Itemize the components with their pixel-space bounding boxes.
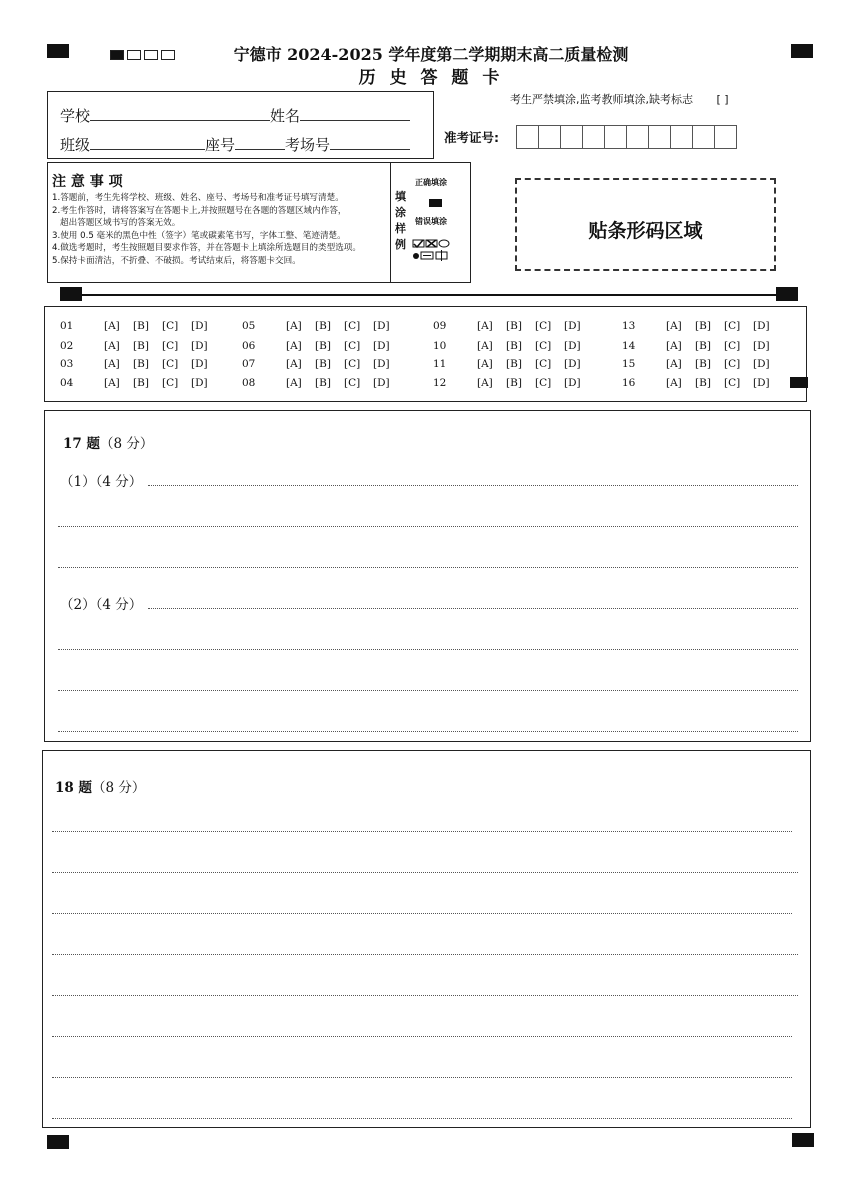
- correct-fill-example: [429, 199, 442, 207]
- mc-option-bubble[interactable]: [B]: [506, 377, 522, 389]
- mc-question-row: [60, 377, 220, 389]
- timing-mark-bottom-right: [792, 1133, 814, 1147]
- mc-option-bubble[interactable]: [A]: [477, 320, 493, 332]
- notice-title: 注 意 事 项: [52, 174, 123, 190]
- mc-question-number: 08: [242, 377, 256, 389]
- q17-title: 17 题（8 分）: [63, 436, 154, 452]
- correct-fill-label: 正确填涂: [415, 178, 447, 187]
- mc-option-bubble[interactable]: [A]: [104, 358, 120, 370]
- mc-question-number: 12: [433, 377, 447, 389]
- room-label: 考场号: [285, 136, 331, 154]
- notice-item: 5.保持卡面清洁，不折叠、不破损。考试结束后，将答题卡交回。: [52, 255, 301, 266]
- mc-option-bubble[interactable]: [D]: [564, 340, 581, 352]
- q18-answer-line[interactable]: [52, 1077, 792, 1078]
- exam-id-grid[interactable]: [516, 125, 736, 149]
- mc-option-bubble[interactable]: [D]: [191, 358, 208, 370]
- mc-option-bubble[interactable]: [B]: [315, 377, 331, 389]
- mc-question-number: 06: [242, 340, 256, 352]
- barcode-area: [515, 178, 776, 271]
- mc-option-bubble[interactable]: [A]: [286, 377, 302, 389]
- mc-option-bubble[interactable]: [B]: [315, 320, 331, 332]
- mc-option-bubble[interactable]: [D]: [753, 320, 770, 332]
- mc-option-bubble[interactable]: [B]: [506, 320, 522, 332]
- mc-question-row: [433, 340, 593, 352]
- mc-option-bubble[interactable]: [C]: [344, 320, 361, 332]
- notice-item: 4.做选考题时，考生按照题目要求作答，并在答题卡上填涂所选题目的类型选项。: [52, 243, 361, 254]
- fill-sample-side-label: 填 涂 样 例: [395, 190, 406, 251]
- mc-option-bubble[interactable]: [A]: [104, 340, 120, 352]
- mc-option-bubble[interactable]: [B]: [695, 358, 711, 370]
- mc-option-bubble[interactable]: [C]: [535, 320, 552, 332]
- sheet-subtitle: 历 史 答 题 卡: [358, 68, 504, 88]
- mc-question-row: [60, 320, 220, 332]
- mc-question-number: 10: [433, 340, 447, 352]
- mc-option-bubble[interactable]: [C]: [162, 340, 179, 352]
- mc-option-bubble[interactable]: [A]: [666, 340, 682, 352]
- room-field[interactable]: [330, 135, 410, 150]
- mc-question-number: 16: [622, 377, 636, 389]
- timing-mark-mc: [790, 377, 808, 388]
- absent-note-text: 考生严禁填涂,监考教师填涂,缺考标志: [510, 93, 693, 106]
- q18-answer-line[interactable]: [52, 995, 798, 996]
- q17-answer-line[interactable]: [148, 608, 798, 609]
- q17-answer-box: [44, 410, 811, 742]
- mc-option-bubble[interactable]: [A]: [104, 320, 120, 332]
- q18-answer-line[interactable]: [52, 1036, 792, 1037]
- mc-option-bubble[interactable]: [D]: [191, 320, 208, 332]
- mc-option-bubble[interactable]: [C]: [344, 340, 361, 352]
- mc-question-row: [242, 377, 402, 389]
- mc-option-bubble[interactable]: [D]: [373, 320, 390, 332]
- q17-part2-label: （2）（4 分）: [60, 597, 143, 613]
- mc-option-bubble[interactable]: [D]: [373, 358, 390, 370]
- fill-sample-box: [390, 162, 471, 283]
- exam-title: 宁德市 2024-2025 学年度第二学期期末高二质量检测: [233, 45, 629, 64]
- name-field[interactable]: [300, 106, 410, 121]
- q18-title: 18 题（8 分）: [55, 780, 146, 796]
- mc-option-bubble[interactable]: [B]: [315, 340, 331, 352]
- notice-item: 超出答题区域书写的答案无效。: [60, 218, 181, 229]
- mc-option-bubble[interactable]: [D]: [191, 377, 208, 389]
- mc-option-bubble[interactable]: [C]: [724, 320, 741, 332]
- mc-question-row: [622, 320, 782, 332]
- mc-option-bubble[interactable]: [B]: [695, 320, 711, 332]
- mc-question-number: 04: [60, 377, 74, 389]
- school-field[interactable]: [90, 106, 270, 121]
- barcode-area-label: 贴条形码区域: [588, 220, 703, 242]
- mc-option-bubble[interactable]: [C]: [724, 358, 741, 370]
- mc-option-bubble[interactable]: [B]: [133, 358, 149, 370]
- seat-field[interactable]: [235, 135, 285, 150]
- mc-option-bubble[interactable]: [A]: [286, 340, 302, 352]
- q18-answer-line[interactable]: [52, 831, 792, 832]
- class-label: 班级: [60, 136, 91, 154]
- separator-line: [60, 294, 797, 296]
- mc-question-number: 13: [622, 320, 636, 332]
- q18-answer-line[interactable]: [52, 1118, 792, 1119]
- exam-id-label: 准考证号:: [444, 130, 499, 145]
- mc-option-bubble[interactable]: [C]: [162, 377, 179, 389]
- mc-option-bubble[interactable]: [D]: [753, 377, 770, 389]
- mc-option-bubble[interactable]: [C]: [344, 377, 361, 389]
- mc-option-bubble[interactable]: [C]: [724, 377, 741, 389]
- mc-option-bubble[interactable]: [D]: [753, 340, 770, 352]
- mc-option-bubble[interactable]: [A]: [477, 358, 493, 370]
- absent-mark-box[interactable]: [ ]: [716, 93, 729, 106]
- q18-answer-line[interactable]: [52, 913, 792, 914]
- notice-list: [52, 192, 361, 268]
- mc-question-row: [242, 340, 402, 352]
- q18-answer-line[interactable]: [52, 872, 798, 873]
- mc-option-bubble[interactable]: [B]: [133, 320, 149, 332]
- mc-question-number: 07: [242, 358, 256, 370]
- mc-option-bubble[interactable]: [A]: [666, 377, 682, 389]
- q17-score: （8 分）: [100, 436, 154, 452]
- mc-option-bubble[interactable]: [C]: [535, 340, 552, 352]
- mc-question-number: 03: [60, 358, 74, 370]
- notice-item: 3.使用 0.5 毫米的黑色中性（签字）笔或碳素笔书写，字体工整、笔迹清楚。: [52, 230, 346, 241]
- class-field[interactable]: [90, 135, 205, 150]
- notice-item: 1.答题前，考生先将学校、班级、姓名、座号、考场号和准考证号填写清楚。: [52, 193, 344, 203]
- mc-question-row: [622, 358, 782, 370]
- mc-option-bubble[interactable]: [A]: [666, 358, 682, 370]
- wrong-fill-label: 错误填涂: [415, 217, 447, 226]
- mc-question-row: [242, 358, 402, 370]
- q18-answer-box: [42, 750, 811, 1128]
- mc-question-row: [433, 358, 593, 370]
- mc-option-bubble[interactable]: [D]: [564, 320, 581, 332]
- mc-option-bubble[interactable]: [C]: [724, 340, 741, 352]
- mc-option-bubble[interactable]: [D]: [191, 340, 208, 352]
- mc-question-number: 01: [60, 320, 74, 332]
- mc-option-bubble[interactable]: [B]: [315, 358, 331, 370]
- mc-option-bubble[interactable]: [D]: [373, 340, 390, 352]
- q18-answer-line[interactable]: [52, 954, 798, 955]
- mc-option-bubble[interactable]: [D]: [373, 377, 390, 389]
- mc-option-bubble[interactable]: [C]: [344, 358, 361, 370]
- q17-answer-line[interactable]: [148, 485, 798, 486]
- mc-option-bubble[interactable]: [D]: [564, 377, 581, 389]
- q17-answer-line[interactable]: [58, 690, 798, 691]
- mc-question-row: [242, 320, 402, 332]
- student-info-box: [47, 91, 434, 159]
- mc-question-number: 02: [60, 340, 74, 352]
- q17-answer-line[interactable]: [58, 649, 798, 650]
- mc-option-bubble[interactable]: [B]: [133, 340, 149, 352]
- mc-question-number: 15: [622, 358, 636, 370]
- q17-answer-line[interactable]: [58, 567, 798, 568]
- mc-question-number: 05: [242, 320, 256, 332]
- timing-mark-mid-right: [776, 287, 798, 301]
- notice-item: 2.考生作答时，请将答案写在答题卡上,并按照题号在各题的答题区域内作答，: [52, 205, 347, 216]
- mc-question-number: 14: [622, 340, 636, 352]
- notice-box: [47, 162, 391, 283]
- mc-option-bubble[interactable]: [A]: [286, 358, 302, 370]
- mc-option-bubble[interactable]: [B]: [506, 340, 522, 352]
- wrong-fill-examples: [411, 237, 461, 263]
- timing-mark-mid-left: [60, 287, 82, 301]
- mc-option-bubble[interactable]: [A]: [104, 377, 120, 389]
- mc-question-row: [433, 320, 593, 332]
- mc-question-row: [622, 340, 782, 352]
- mc-question-row: [433, 377, 593, 389]
- mc-option-bubble[interactable]: [B]: [133, 377, 149, 389]
- mc-option-bubble[interactable]: [C]: [162, 358, 179, 370]
- mc-option-bubble[interactable]: [A]: [477, 340, 493, 352]
- q17-part1-label: （1）（4 分）: [60, 474, 143, 490]
- mc-question-row: [622, 377, 782, 389]
- absent-note: [510, 91, 729, 107]
- school-label: 学校: [60, 107, 91, 125]
- mc-option-bubble[interactable]: [C]: [535, 377, 552, 389]
- seat-label: 座号: [205, 136, 236, 154]
- mc-option-bubble[interactable]: [D]: [753, 358, 770, 370]
- timing-mark-bottom-left: [47, 1135, 69, 1149]
- mc-option-bubble[interactable]: [C]: [162, 320, 179, 332]
- name-label: 姓名: [270, 107, 301, 125]
- q17-answer-line[interactable]: [58, 526, 798, 527]
- mc-option-bubble[interactable]: [C]: [535, 358, 552, 370]
- mc-option-bubble[interactable]: [D]: [564, 358, 581, 370]
- mc-option-bubble[interactable]: [B]: [695, 377, 711, 389]
- mc-question-number: 11: [433, 358, 447, 370]
- mc-option-bubble[interactable]: [A]: [666, 320, 682, 332]
- mc-option-bubble[interactable]: [A]: [477, 377, 493, 389]
- mc-option-bubble[interactable]: [A]: [286, 320, 302, 332]
- mc-question-number: 09: [433, 320, 447, 332]
- q18-score: （8 分）: [92, 780, 146, 796]
- mc-option-bubble[interactable]: [B]: [506, 358, 522, 370]
- q17-answer-line[interactable]: [58, 731, 798, 732]
- mc-question-row: [60, 358, 220, 370]
- mc-option-bubble[interactable]: [B]: [695, 340, 711, 352]
- mc-question-row: [60, 340, 220, 352]
